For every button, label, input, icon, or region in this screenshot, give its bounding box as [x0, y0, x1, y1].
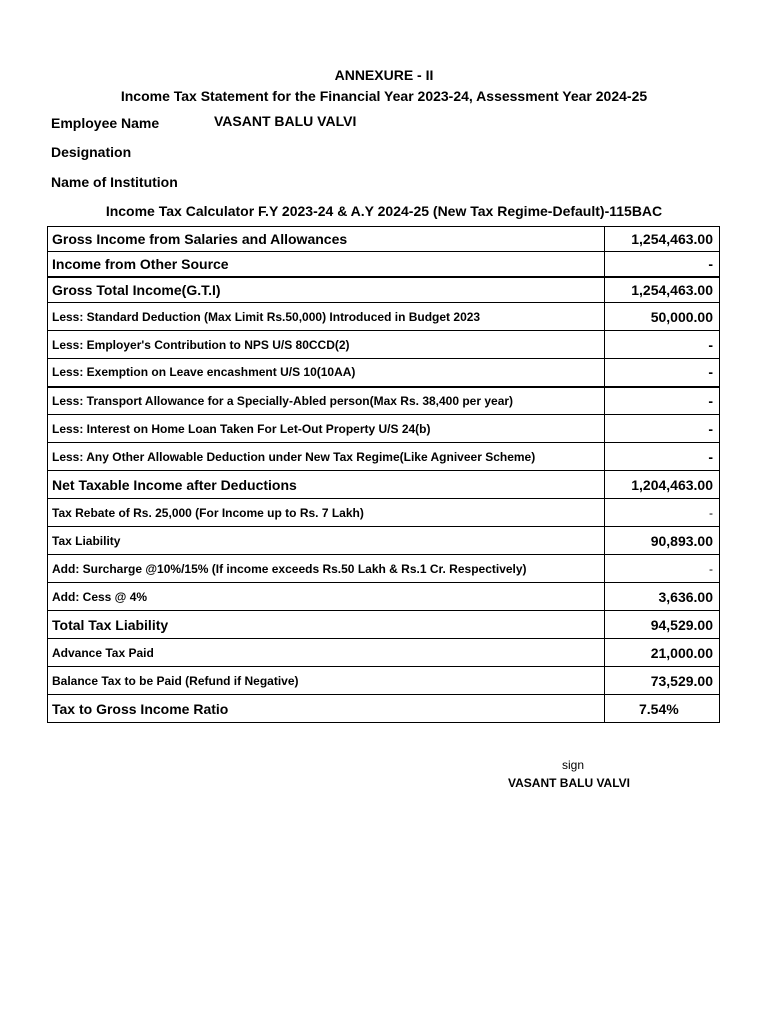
signer-name: VASANT BALU VALVI [508, 776, 630, 790]
row-label: Less: Any Other Allowable Deduction under New Tax Regime(Like Agniveer Scheme) [48, 443, 605, 471]
table-row [48, 227, 720, 252]
statement-title: Income Tax Statement for the Financial Year 2023-24, Assessment Year 2024-25 [120, 88, 648, 104]
table-row [48, 331, 720, 359]
calculator-title: Income Tax Calculator F.Y 2023-24 & A.Y 2024-25 (New Tax Regime-Default)-115BAC [105, 203, 663, 219]
table-row [48, 583, 720, 611]
row-value: 73,529.00 [605, 667, 720, 695]
row-label: Gross Income from Salaries and Allowances [48, 227, 605, 252]
row-value: 90,893.00 [605, 527, 720, 555]
table-row [48, 415, 720, 443]
row-value: 3,636.00 [605, 583, 720, 611]
row-label: Income from Other Source [48, 252, 605, 277]
row-label: Total Tax Liability [48, 611, 605, 639]
table-row [48, 639, 720, 667]
row-label: Tax Liability [48, 527, 605, 555]
row-value: 21,000.00 [605, 639, 720, 667]
row-label: Less: Exemption on Leave encashment U/S 10(10AA) [48, 359, 605, 387]
table-row [48, 252, 720, 277]
table-row [48, 499, 720, 527]
row-label: Add: Cess @ 4% [48, 583, 605, 611]
table-row [48, 471, 720, 499]
table-row [48, 611, 720, 639]
table-row [48, 303, 720, 331]
table-row [48, 527, 720, 555]
employee-name-label: Employee Name [51, 115, 160, 131]
row-label: Balance Tax to be Paid (Refund if Negative) [48, 667, 605, 695]
table-row [48, 667, 720, 695]
row-value: - [605, 252, 720, 277]
row-label: Advance Tax Paid [48, 639, 605, 667]
row-label: Tax to Gross Income Ratio [48, 695, 605, 723]
row-value: 7.54% [605, 695, 720, 723]
row-label: Less: Standard Deduction (Max Limit Rs.50,000) Introduced in Budget 2023 [48, 303, 605, 331]
row-label: Gross Total Income(G.T.I) [48, 277, 605, 303]
table-row [48, 443, 720, 471]
designation-label: Designation [51, 144, 132, 160]
row-value: 94,529.00 [605, 611, 720, 639]
tax-calculation-table [47, 226, 720, 723]
annexure-heading: ANNEXURE - II [334, 67, 434, 83]
row-label: Less: Employer's Contribution to NPS U/S 80CCD(2) [48, 331, 605, 359]
row-value: - [605, 331, 720, 359]
employee-name-value: VASANT BALU VALVI [214, 113, 357, 129]
row-value: - [605, 443, 720, 471]
row-value: 50,000.00 [605, 303, 720, 331]
row-value: - [605, 499, 720, 527]
sign-label: sign [561, 758, 584, 772]
institution-label: Name of Institution [51, 174, 178, 190]
row-label: Add: Surcharge @10%/15% (If income exceeds Rs.50 Lakh & Rs.1 Cr. Respectively) [48, 555, 605, 583]
table-row [48, 359, 720, 387]
row-value: - [605, 415, 720, 443]
row-value: - [605, 387, 720, 415]
row-label: Less: Transport Allowance for a Specially-Abled person(Max Rs. 38,400 per year) [48, 387, 605, 415]
row-value: - [605, 359, 720, 387]
row-label: Tax Rebate of Rs. 25,000 (For Income up to Rs. 7 Lakh) [48, 499, 605, 527]
row-label: Net Taxable Income after Deductions [48, 471, 605, 499]
table-row [48, 277, 720, 303]
table-row [48, 387, 720, 415]
table-row [48, 695, 720, 723]
row-value: 1,204,463.00 [605, 471, 720, 499]
row-value: 1,254,463.00 [605, 227, 720, 252]
row-label: Less: Interest on Home Loan Taken For Let-Out Property U/S 24(b) [48, 415, 605, 443]
table-row [48, 555, 720, 583]
row-value: 1,254,463.00 [605, 277, 720, 303]
row-value: - [605, 555, 720, 583]
